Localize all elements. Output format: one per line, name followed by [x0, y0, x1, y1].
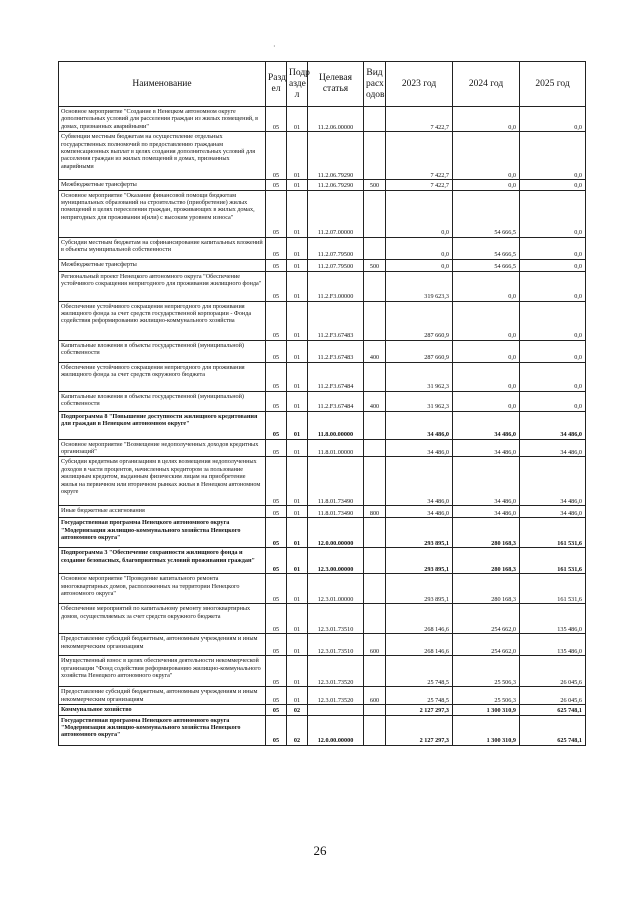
header-2023: 2023 год — [386, 62, 453, 107]
table-row — [59, 506, 586, 518]
row-kind — [364, 301, 386, 340]
row-name: Субвенции местным бюджетам на осуществление отдельных государственных полномочий по предоставлению гражданам компенсационных выплат в целях создания дополнительных условий для расселения граждан из жилых помещений в домах, признанных аварийными — [59, 132, 266, 180]
row-kind — [364, 190, 386, 237]
row-target: 11.2.07.00000 — [308, 190, 364, 237]
row-subsection: 01 — [287, 190, 308, 237]
table-row — [59, 362, 586, 391]
row-2023: 25 748,5 — [386, 656, 453, 687]
row-2025: 0,0 — [520, 180, 586, 190]
row-name: Предоставление субсидий бюджетным, автономным учреждениям и иным некоммерческим организациям — [59, 687, 266, 705]
row-kind — [364, 107, 386, 132]
row-2024: 25 506,3 — [453, 656, 520, 687]
row-target: 11.2.F3.67483 — [308, 301, 364, 340]
row-name: Обеспечение устойчивого сокращения непригодного для проживания жилищного фонда за счет средств окружного бюджета — [59, 362, 266, 391]
row-2025: 34 486,0 — [520, 411, 586, 439]
row-2024: 54 666,5 — [453, 190, 520, 237]
row-2025: 0,0 — [520, 190, 586, 237]
row-subsection: 01 — [287, 687, 308, 705]
row-name: Имущественный взнос в целях обеспечения деятельности некоммерческой организации "Фонд содействия реформированию жилищно-коммунального хозяйства Ненецкого автономного округа" — [59, 656, 266, 687]
row-2023: 34 486,0 — [386, 439, 453, 457]
row-kind — [364, 237, 386, 259]
row-name: Основное мероприятие "Оказание финансовой помощи бюджетам муниципальных образований на строительство (приобретение) жилых помещений в целях переселения граждан, проживающих в жилых домах, непригодных для проживания и(или) с высоким уровнем износа" — [59, 190, 266, 237]
row-2024: 280 168,3 — [453, 548, 520, 574]
row-kind: 800 — [364, 506, 386, 518]
row-section: 05 — [266, 259, 287, 271]
row-name: Иные бюджетные ассигнования — [59, 506, 266, 518]
row-kind — [364, 271, 386, 301]
row-subsection: 01 — [287, 362, 308, 391]
table-row — [59, 705, 586, 715]
row-2023: 7 422,7 — [386, 180, 453, 190]
table-row — [59, 574, 586, 604]
row-target — [308, 705, 364, 715]
row-subsection: 01 — [287, 237, 308, 259]
row-section: 05 — [266, 190, 287, 237]
row-subsection: 01 — [287, 506, 308, 518]
row-2024: 54 666,5 — [453, 259, 520, 271]
row-2023: 34 486,0 — [386, 457, 453, 506]
row-2023: 2 127 297,3 — [386, 715, 453, 745]
header-name: Наименование — [59, 62, 266, 107]
row-subsection: 01 — [287, 518, 308, 548]
table-row — [59, 190, 586, 237]
row-section: 05 — [266, 439, 287, 457]
row-name: Капитальные вложения в объекты государственной (муниципальной) собственности — [59, 391, 266, 411]
row-name: Государственная программа Ненецкого автономного округа "Модернизация жилищно-коммунального хозяйства Ненецкого автономного округа" — [59, 715, 266, 745]
row-target: 11.2.F3.67484 — [308, 362, 364, 391]
row-section: 05 — [266, 271, 287, 301]
row-subsection: 02 — [287, 705, 308, 715]
table-row — [59, 180, 586, 190]
row-2023: 268 146,6 — [386, 604, 453, 634]
table-row — [59, 548, 586, 574]
row-name: Субсидии кредитным организациям в целях возмещения недополученных доходов в части процентов, начисленных кредитором за пользование жилищным кредитом, выданным физическим лицам на приобретение жилья на первичном или вторичном рынках жилья в Ненецком автономном округе — [59, 457, 266, 506]
row-subsection: 01 — [287, 548, 308, 574]
table-row — [59, 411, 586, 439]
row-section: 05 — [266, 362, 287, 391]
row-2025: 0,0 — [520, 271, 586, 301]
row-target: 11.2.07.79500 — [308, 259, 364, 271]
row-kind — [364, 457, 386, 506]
row-2025: 0,0 — [520, 301, 586, 340]
row-2024: 0,0 — [453, 132, 520, 180]
row-2024: 34 486,0 — [453, 457, 520, 506]
page-number: 26 — [313, 843, 327, 858]
row-kind: 400 — [364, 340, 386, 362]
table-row — [59, 132, 586, 180]
row-section: 05 — [266, 506, 287, 518]
row-2023: 0,0 — [386, 237, 453, 259]
row-name: Обеспечение мероприятий по капитальному ремонту многоквартирных домов, осуществляемых за счет средств окружного бюджета — [59, 604, 266, 634]
row-subsection: 01 — [287, 301, 308, 340]
row-kind — [364, 518, 386, 548]
row-section: 05 — [266, 180, 287, 190]
row-2023: 2 127 297,3 — [386, 705, 453, 715]
row-2025: 0,0 — [520, 132, 586, 180]
row-section: 05 — [266, 340, 287, 362]
row-2025: 625 748,1 — [520, 705, 586, 715]
row-kind — [364, 439, 386, 457]
row-section: 05 — [266, 715, 287, 745]
table-row — [59, 687, 586, 705]
row-2023: 0,0 — [386, 259, 453, 271]
row-2023: 0,0 — [386, 190, 453, 237]
row-2023: 7 422,7 — [386, 107, 453, 132]
row-subsection: 01 — [287, 271, 308, 301]
row-2025: 0,0 — [520, 340, 586, 362]
row-2024: 254 662,0 — [453, 604, 520, 634]
row-target: 11.8.01.73490 — [308, 506, 364, 518]
table-row — [59, 301, 586, 340]
row-2025: 135 486,0 — [520, 604, 586, 634]
row-section: 05 — [266, 687, 287, 705]
row-2023: 34 486,0 — [386, 506, 453, 518]
row-2024: 34 486,0 — [453, 411, 520, 439]
row-name: Государственная программа Ненецкого автономного округа "Модернизация жилищно-коммунального хозяйства Ненецкого автономного округа" — [59, 518, 266, 548]
row-2024: 34 486,0 — [453, 439, 520, 457]
row-name: Основное мероприятие "Создание в Ненецком автономном округе дополнительных условий для расселения граждан из жилых помещений, в домах, признанных аварийными" — [59, 107, 266, 132]
row-target: 11.2.F3.67484 — [308, 391, 364, 411]
row-2023: 34 486,0 — [386, 411, 453, 439]
row-2025: 34 486,0 — [520, 457, 586, 506]
row-section: 05 — [266, 705, 287, 715]
row-2024: 254 662,0 — [453, 634, 520, 656]
row-2025: 0,0 — [520, 237, 586, 259]
row-2023: 319 623,3 — [386, 271, 453, 301]
row-section: 05 — [266, 548, 287, 574]
row-2025: 625 748,1 — [520, 715, 586, 745]
row-target: 12.3.00.00000 — [308, 548, 364, 574]
row-section: 05 — [266, 107, 287, 132]
row-target: 11.2.07.79500 — [308, 237, 364, 259]
table-row — [59, 604, 586, 634]
row-2025: 161 531,6 — [520, 574, 586, 604]
table-row — [59, 439, 586, 457]
row-2025: 0,0 — [520, 259, 586, 271]
row-2024: 54 666,5 — [453, 237, 520, 259]
row-name: Предоставление субсидий бюджетным, автономным учреждениям и иным некоммерческим организациям — [59, 634, 266, 656]
row-name: Капитальные вложения в объекты государственной (муниципальной) собственности — [59, 340, 266, 362]
row-2025: 34 486,0 — [520, 439, 586, 457]
row-2024: 0,0 — [453, 340, 520, 362]
row-2024: 25 506,3 — [453, 687, 520, 705]
row-kind — [364, 411, 386, 439]
row-target: 11.2.06.79290 — [308, 180, 364, 190]
row-section: 05 — [266, 574, 287, 604]
header-2025: 2025 год — [520, 62, 586, 107]
row-2023: 7 422,7 — [386, 132, 453, 180]
row-subsection: 02 — [287, 715, 308, 745]
table-row — [59, 656, 586, 687]
row-name: Региональный проект Ненецкого автономного округа "Обеспечение устойчивого сокращения непригодного для проживания жилищного фонда" — [59, 271, 266, 301]
row-target: 12.3.01.00000 — [308, 574, 364, 604]
row-target: 12.3.01.73520 — [308, 687, 364, 705]
row-kind: 600 — [364, 687, 386, 705]
row-name: Коммунальное хозяйство — [59, 705, 266, 715]
row-section: 05 — [266, 634, 287, 656]
header-2024: 2024 год — [453, 62, 520, 107]
row-kind — [364, 132, 386, 180]
row-target: 12.0.00.00000 — [308, 518, 364, 548]
row-2025: 161 531,6 — [520, 548, 586, 574]
row-name: Обеспечение устойчивого сокращения непригодного для проживания жилищного фонда за счет средств государственной корпорации - Фонда содействия реформированию жилищно-коммунального хозяйства — [59, 301, 266, 340]
table-row — [59, 340, 586, 362]
row-2023: 31 962,3 — [386, 391, 453, 411]
row-subsection: 01 — [287, 604, 308, 634]
row-subsection: 01 — [287, 411, 308, 439]
row-2025: 0,0 — [520, 107, 586, 132]
row-kind — [364, 656, 386, 687]
row-target: 12.3.01.73510 — [308, 604, 364, 634]
row-kind — [364, 548, 386, 574]
row-section: 05 — [266, 457, 287, 506]
row-name: Основное мероприятие "Возмещение недополученных доходов кредитных организаций" — [59, 439, 266, 457]
row-kind — [364, 574, 386, 604]
row-2023: 287 660,9 — [386, 340, 453, 362]
row-2024: 0,0 — [453, 107, 520, 132]
row-name: Межбюджетные трансферты — [59, 180, 266, 190]
row-2023: 31 962,3 — [386, 362, 453, 391]
budget-table — [58, 61, 586, 746]
row-target: 11.8.01.73490 — [308, 457, 364, 506]
table-row — [59, 271, 586, 301]
table-header-row — [59, 62, 586, 107]
row-section: 05 — [266, 411, 287, 439]
row-kind — [364, 705, 386, 715]
row-2025: 161 531,6 — [520, 518, 586, 548]
row-2023: 293 895,1 — [386, 518, 453, 548]
row-section: 05 — [266, 301, 287, 340]
row-2024: 0,0 — [453, 391, 520, 411]
row-subsection: 01 — [287, 574, 308, 604]
row-kind — [364, 604, 386, 634]
table-row — [59, 518, 586, 548]
row-target: 11.2.06.79290 — [308, 132, 364, 180]
row-2024: 1 300 310,9 — [453, 705, 520, 715]
row-2023: 287 660,9 — [386, 301, 453, 340]
row-target: 11.2.F3.00000 — [308, 271, 364, 301]
row-target: 12.3.01.73520 — [308, 656, 364, 687]
row-2024: 0,0 — [453, 180, 520, 190]
row-2025: 26 045,6 — [520, 687, 586, 705]
row-2024: 280 168,3 — [453, 518, 520, 548]
row-2023: 268 146,6 — [386, 634, 453, 656]
row-2024: 280 168,3 — [453, 574, 520, 604]
row-2024: 0,0 — [453, 271, 520, 301]
row-2024: 34 486,0 — [453, 506, 520, 518]
header-target: Целевая статья — [308, 62, 364, 107]
row-2025: 0,0 — [520, 362, 586, 391]
row-2025: 135 486,0 — [520, 634, 586, 656]
row-target: 12.0.00.00000 — [308, 715, 364, 745]
table-row — [59, 715, 586, 745]
table-row — [59, 259, 586, 271]
header-subsection: Подр азде л — [287, 62, 308, 107]
row-kind — [364, 715, 386, 745]
row-2024: 0,0 — [453, 362, 520, 391]
table-row — [59, 457, 586, 506]
row-section: 05 — [266, 518, 287, 548]
row-subsection: 01 — [287, 259, 308, 271]
row-2024: 1 300 310,9 — [453, 715, 520, 745]
row-kind: 400 — [364, 391, 386, 411]
row-name: Основное мероприятие "Проведение капитального ремонта многоквартирных домов, расположенных на территории Ненецкого автономного округа" — [59, 574, 266, 604]
scan-mark: · — [273, 42, 276, 51]
row-section: 05 — [266, 604, 287, 634]
row-target: 11.8.01.00000 — [308, 439, 364, 457]
row-2023: 293 895,1 — [386, 548, 453, 574]
row-subsection: 01 — [287, 634, 308, 656]
header-section: Разд ел — [266, 62, 287, 107]
row-subsection: 01 — [287, 391, 308, 411]
row-name: Межбюджетные трансферты — [59, 259, 266, 271]
row-subsection: 01 — [287, 656, 308, 687]
row-2024: 0,0 — [453, 301, 520, 340]
row-subsection: 01 — [287, 340, 308, 362]
row-section: 05 — [266, 391, 287, 411]
row-section: 05 — [266, 132, 287, 180]
row-target: 11.8.00.00000 — [308, 411, 364, 439]
row-target: 11.2.06.00000 — [308, 107, 364, 132]
row-2023: 293 895,1 — [386, 574, 453, 604]
row-kind: 500 — [364, 180, 386, 190]
table-row — [59, 634, 586, 656]
row-kind: 600 — [364, 634, 386, 656]
row-subsection: 01 — [287, 457, 308, 506]
row-subsection: 01 — [287, 107, 308, 132]
row-section: 05 — [266, 656, 287, 687]
row-name: Подпрограмма 8 "Повышение доступности жилищного кредитования для граждан в Ненецком автономном округе" — [59, 411, 266, 439]
row-name: Подпрограмма 3 "Обеспечение сохранности жилищного фонда и создание безопасных, благоприятных условий проживания граждан" — [59, 548, 266, 574]
row-name: Субсидии местным бюджетам на софинансирование капитальных вложений в объекты муниципальной собственности — [59, 237, 266, 259]
row-2025: 34 486,0 — [520, 506, 586, 518]
row-subsection: 01 — [287, 439, 308, 457]
table-row — [59, 237, 586, 259]
row-2025: 26 045,6 — [520, 656, 586, 687]
row-target: 12.3.01.73510 — [308, 634, 364, 656]
row-section: 05 — [266, 237, 287, 259]
row-2025: 0,0 — [520, 391, 586, 411]
row-target: 11.2.F3.67483 — [308, 340, 364, 362]
row-kind: 500 — [364, 259, 386, 271]
table-row — [59, 107, 586, 132]
row-subsection: 01 — [287, 180, 308, 190]
row-subsection: 01 — [287, 132, 308, 180]
row-2023: 25 748,5 — [386, 687, 453, 705]
row-kind — [364, 362, 386, 391]
table-row — [59, 391, 586, 411]
header-kind: Вид расх одов — [364, 62, 386, 107]
